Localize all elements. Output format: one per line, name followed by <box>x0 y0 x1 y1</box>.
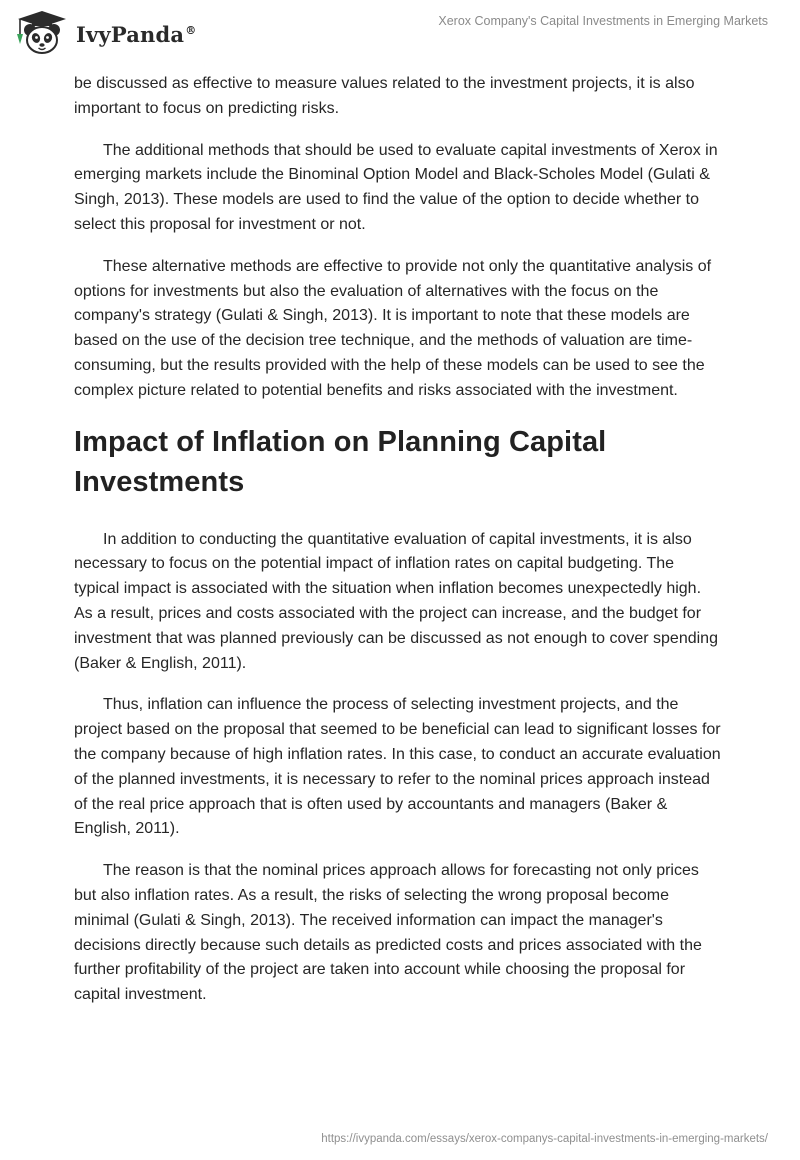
registered-mark: ® <box>185 23 197 37</box>
brand-name: IvyPanda® <box>76 21 197 47</box>
page-header <box>0 0 800 70</box>
ivypanda-logo-link[interactable] <box>14 8 196 58</box>
paragraph: be discussed as effective to measure values related to the investment projects, it is also important to focus on predicting risks. <box>74 75 695 117</box>
paragraph: The reason is that the nominal prices approach allows for forecasting not only prices but also inflation rates. As a result, the risks of selecting the wrong proposal become minimal (Gulati & Singh, 2013). The received information can impact the manager's decisions directly because such details as predicted costs and prices associated with the further profitability of the project are taken into account while choosing the proposal for capital investment. <box>74 862 702 1004</box>
paragraph: The additional methods that should be used to evaluate capital investments of Xerox in emerging markets include the Binominal Option Model and Black-Scholes Model (Gulati & Singh, 2013). These models are used to find the value of the option to decide whether to select this proposal for investment or not. <box>74 141 718 233</box>
source-url-link[interactable]: https://ivypanda.com/essays/xerox-companys-capital-investments-in-emerging-markets/ <box>321 1133 768 1145</box>
section-heading: Impact of Inflation on Planning Capital Investments <box>74 425 607 498</box>
paragraph: Thus, inflation can influence the process of selecting investment projects, and the project based on the proposal that seemed to be beneficial can lead to significant losses for the company because of high inflation rates. In this case, to conduct an accurate evaluation of the planned investments, it is necessary to refer to the nominal prices approach instead of the real price approach that is often used by accountants and managers (Baker & English, 2011). <box>74 696 721 838</box>
document-title: Xerox Company's Capital Investments in Emerging Markets <box>438 14 768 28</box>
paragraph: These alternative methods are effective to provide not only the quantitative analysis of options for investments but also the evaluation of alternatives with the focus on the company's strategy (Gulati & Singh, 2013). It is important to note that these models are based on the use of the decision tree technique, and the methods of valuation are time-consuming, but the results provided with the help of these models can be used to see the complex picture related to potential benefits and risks associated with the investment. <box>74 257 712 399</box>
panda-graduation-cap-icon <box>14 8 70 58</box>
essay-body <box>74 72 722 1025</box>
paragraph: In addition to conducting the quantitative evaluation of capital investments, it is also necessary to focus on the potential impact of inflation rates on capital budgeting. The typical impact is associated with the situation when inflation becomes unexpectedly high. As a result, prices and costs associated with the project can increase, and the budget for investment that was planned previously can be discussed as not enough to cover spending (Baker & English, 2011). <box>74 530 718 672</box>
